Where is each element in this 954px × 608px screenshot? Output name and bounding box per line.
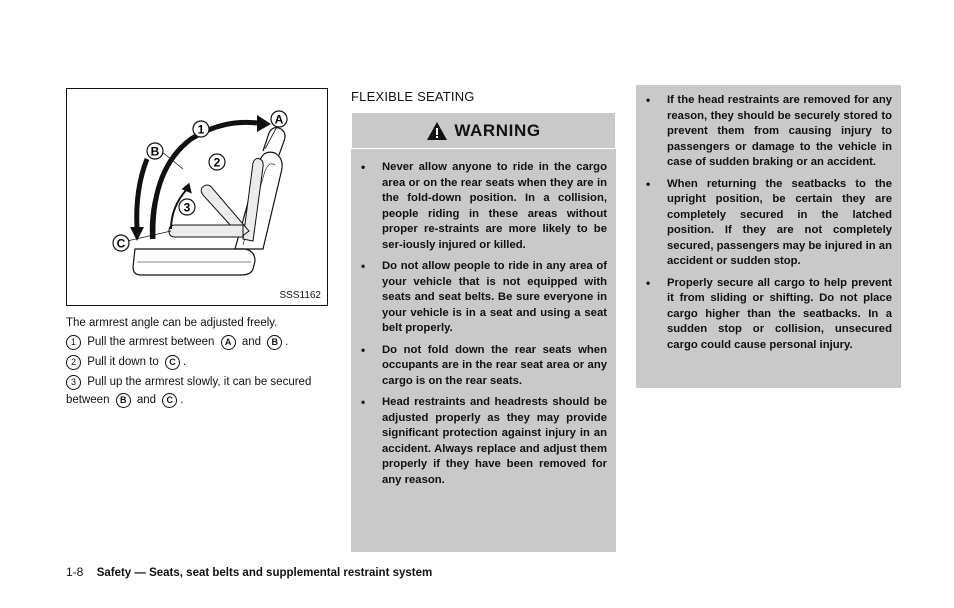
caption-step-1 xyxy=(66,333,332,351)
armrest-down xyxy=(169,225,243,237)
label-2 xyxy=(209,154,225,170)
svg-text:B: B xyxy=(150,144,160,159)
step-text: . xyxy=(180,394,184,406)
step-number: 2 xyxy=(66,355,81,370)
label-c xyxy=(113,235,129,251)
warning-item: • Do not allow people to ride in any area of your vehicle that is not equipped with seats and seat belts. Be sure everyone in your vehicle is in a seat and using a seat belt properly. xyxy=(351,259,607,337)
label-a xyxy=(271,111,287,127)
figure-caption xyxy=(66,314,332,332)
section-title: FLEXIBLE SEATING xyxy=(351,89,475,104)
figure-code: SSS1162 xyxy=(279,290,321,301)
step-number: 3 xyxy=(66,375,81,390)
page-footer xyxy=(66,565,432,579)
step-text: Pull it down to xyxy=(87,356,159,368)
position-marker: C xyxy=(162,393,177,408)
footer-title: Safety — Seats, seat belts and supplemental restraint system xyxy=(96,567,433,579)
warning-continued-box xyxy=(636,85,901,388)
step-number: 1 xyxy=(66,335,81,350)
caption-step-3 xyxy=(66,373,332,409)
warning-box xyxy=(351,112,616,552)
step-text: . xyxy=(285,336,289,348)
position-marker: A xyxy=(221,335,236,350)
warning-item: • Never allow anyone to ride in the cargo area or on the rear seats when they are in the fold-down position. In a collision, people riding in these areas without proper re-straints are more likely to be ser-iously injured or killed. xyxy=(351,160,607,253)
label-3 xyxy=(179,199,195,215)
svg-text:C: C xyxy=(116,236,126,251)
position-marker: B xyxy=(116,393,131,408)
warning-item: • Do not fold down the rear seats when occupants are in the rear seat area or any cargo is on the rear seats. xyxy=(351,343,607,390)
warning-list xyxy=(351,160,607,494)
svg-text:A: A xyxy=(274,112,284,127)
warning-label: WARNING xyxy=(454,120,541,140)
warning-item: • When returning the seatbacks to the upright position, be certain they are completely secured in the latched position. If they are not completely secured, passengers may be injured in an accident or sudden stop. xyxy=(636,177,892,270)
step-text: and xyxy=(136,394,157,406)
warning-item: • Properly secure all cargo to help prevent it from sliding or shifting. Do not place cargo higher than the seatbacks. In a sudden stop or collision, unsecured cargo could cause personal injury. xyxy=(636,276,892,354)
label-1 xyxy=(193,121,209,137)
armrest-illustration xyxy=(66,88,328,306)
warning-triangle-icon xyxy=(426,121,448,141)
step-text: . xyxy=(183,356,187,368)
svg-text:2: 2 xyxy=(213,155,221,170)
svg-text:3: 3 xyxy=(183,200,191,215)
step-text: Pull the armrest between xyxy=(87,336,215,348)
position-marker: B xyxy=(267,335,282,350)
caption-intro: The armrest angle can be adjusted freely. xyxy=(66,317,278,329)
caption-step-2 xyxy=(66,353,332,371)
svg-text:1: 1 xyxy=(197,122,205,137)
page-number: 1-8 xyxy=(66,565,84,579)
label-b xyxy=(147,143,163,159)
seat-armrest-drawing xyxy=(67,89,329,307)
warning-item: • If the head restraints are removed for any reason, they should be securely stored to prevent them from causing injury to passengers or damage to the vehicle in case of sudden braking or an accident. xyxy=(636,93,892,171)
step-text: Pull up the armrest slowly, it can be secured between xyxy=(66,376,312,406)
step-text: and xyxy=(241,336,261,348)
position-marker: C xyxy=(165,355,180,370)
warning-header xyxy=(351,112,616,149)
warning-item: • Head restraints and headrests should be adjusted properly as they may provide significant protection against injury in an accident. Always replace and adjust them properly if they have been removed for any reason. xyxy=(351,395,607,488)
warning-continued-list xyxy=(636,93,892,359)
